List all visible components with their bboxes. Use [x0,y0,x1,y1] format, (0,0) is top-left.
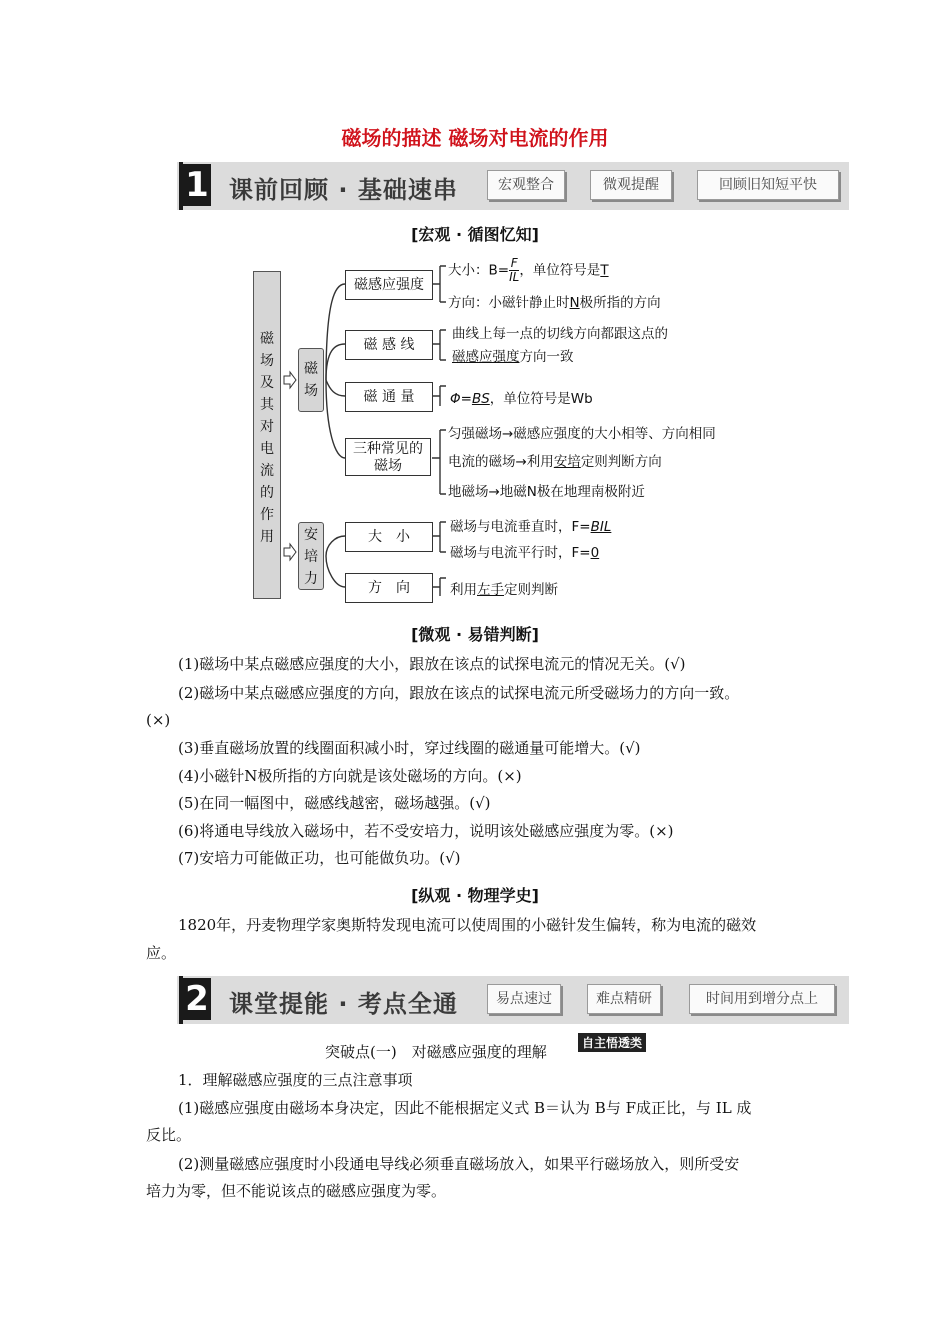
text-current-field: 电流的磁场→利用安培定则判断方向 [448,454,662,470]
point-2-cont: 培力为零，但不能说该点的磁感应强度为零。 [146,1182,447,1200]
judgment-7: (7)安培力可能做正功，也可能做负功。(√) [178,849,461,867]
breakthrough-title: 突破点(一) 对磁感应强度的理解 [325,1043,547,1061]
judgment-4: (4)小磁针N极所指的方向就是该处磁场的方向。(×) [178,767,522,785]
review-button[interactable]: 回顾旧知短平快 [697,170,839,200]
easy-points-button[interactable]: 易点速过 [487,984,561,1014]
judgment-5: (5)在同一幅图中，磁感线越密，磁场越强。(√) [178,794,491,812]
section-number: 1 [183,164,211,206]
history-heading: [纵观 · 物理学史] [411,886,539,905]
judgment-1: (1)磁场中某点磁感应强度的大小，跟放在该点的试探电流元的情况无关。(√) [178,655,686,673]
judgment-6: (6)将通电导线放入磁场中，若不受安培力，说明该处磁感应强度为零。(×) [178,822,674,840]
time-button[interactable]: 时间用到增分点上 [689,984,835,1014]
text-parallel: 磁场与电流平行时，F=0 [450,545,600,561]
section-number: 2 [183,978,211,1020]
hard-points-button[interactable]: 难点精研 [587,984,661,1014]
macro-button[interactable]: 宏观整合 [487,170,565,200]
text-left-hand-rule: 利用左手定则判断 [450,582,558,598]
section-heading: 课前回顾 · 基础速串 [229,176,458,204]
text-b-size: 大小：B= $\frac{F}{IL}$ ，单位符号是T [448,256,609,284]
judgment-2: (2)磁场中某点磁感应强度的方向，跟放在该点的试探电流元所受磁场力的方向一致。 [178,684,740,702]
micro-heading: [微观 · 易错判断] [411,625,539,644]
section-banner-2 [177,976,849,1024]
macro-heading: [宏观 · 循图忆知] [411,225,539,244]
node-b-strength: 磁感应强度 [345,270,433,300]
page-title: 磁场的描述 磁场对电流的作用 [341,126,609,150]
node-direction: 方 向 [345,573,433,603]
text-flux: Φ=BS，单位符号是Wb [450,391,593,407]
node-size: 大 小 [345,522,433,552]
mind-map [0,0,950,620]
node-flux: 磁 通 量 [345,382,433,412]
branch-field: 磁 场 [298,348,324,412]
history-text-cont: 应。 [146,944,177,962]
micro-button[interactable]: 微观提醒 [590,170,672,200]
history-text: 1820年，丹麦物理学家奥斯特发现电流可以使周围的小磁针发生偏转，称为电流的磁效 [178,916,757,934]
point-2: (2)测量磁感应强度时小段通电导线必须垂直磁场放入，如果平行磁场放入，则所受安 [178,1155,740,1173]
text-b-direction: 方向：小磁针静止时N极所指的方向 [448,295,661,311]
section-heading: 课堂提能 · 考点全通 [229,990,458,1018]
point-1: (1)磁感应强度由磁场本身决定，因此不能根据定义式 B＝认为 B与 F成正比，与 IL 成 [178,1099,752,1117]
self-study-tag: 自主悟透类 [578,1033,646,1052]
mindmap-root: 磁 场 及 其 对 电 流 的 作 用 [253,271,281,599]
point-heading: 1．理解磁感应强度的三点注意事项 [178,1071,413,1089]
node-field-lines: 磁 感 线 [345,330,433,360]
node-three-fields: 三种常见的 磁场 [345,438,431,476]
branch-ampere: 安 培 力 [298,522,324,590]
text-lines-2: 磁感应强度方向一致 [452,349,574,365]
text-earth-field: 地磁场→地磁N极在地理南极附近 [448,484,645,500]
text-perpendicular: 磁场与电流垂直时，F=BIL [450,519,612,535]
text-lines-1: 曲线上每一点的切线方向都跟这点的 [452,326,668,342]
judgment-2-cont: (×) [146,711,171,729]
judgment-3: (3)垂直磁场放置的线圈面积减小时，穿过线圈的磁通量可能增大。(√) [178,739,641,757]
text-uniform-field: 匀强磁场→磁感应强度的大小相等、方向相同 [448,426,716,442]
point-1-cont: 反比。 [146,1126,192,1144]
